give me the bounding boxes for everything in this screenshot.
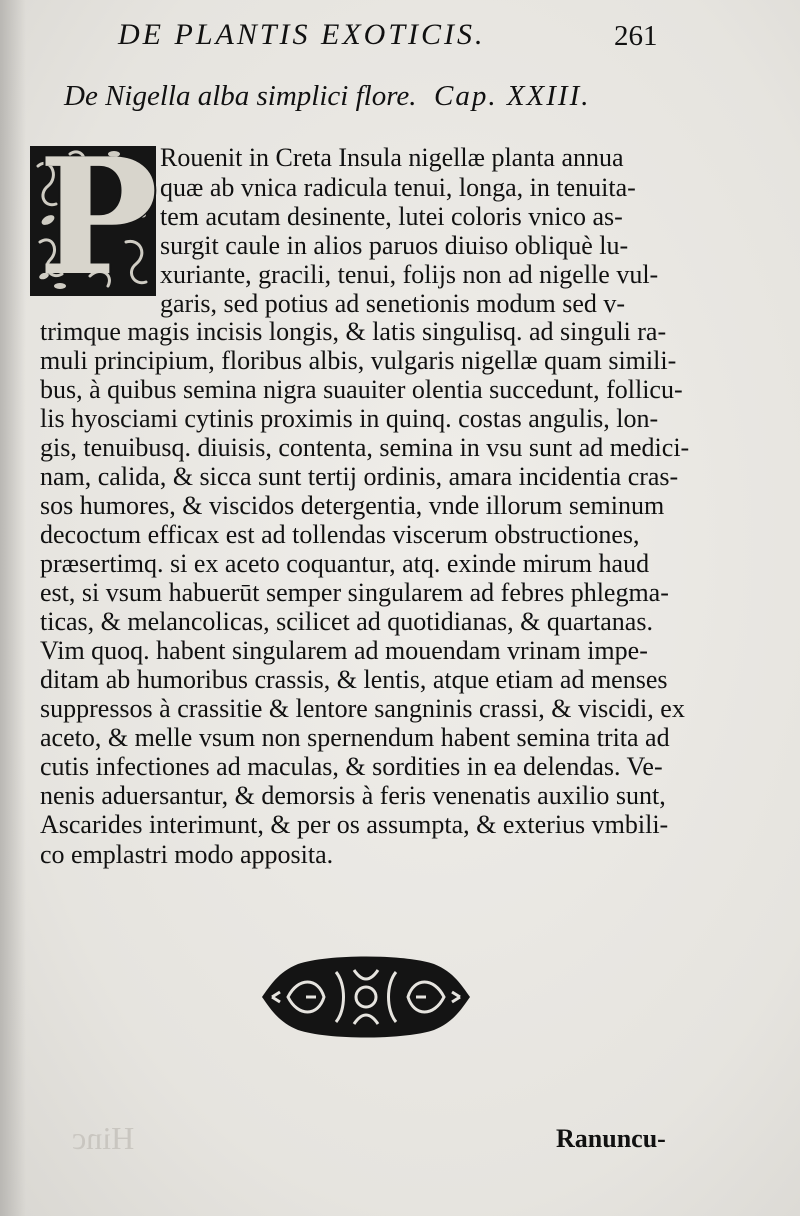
text-line: sos humores, & viscidos detergentia, vnde illorum seminum	[40, 491, 665, 520]
text-line: muli principium, floribus albis, vulgaris nigellæ quam simili-	[40, 346, 677, 375]
running-title: DE PLANTIS EXOTICIS.	[118, 18, 486, 51]
chapter-title: De Nigella alba simplici flore.	[64, 80, 417, 112]
text-line: tem acutam desinente, lutei coloris vnico as-	[160, 202, 623, 231]
chapter-heading	[64, 80, 664, 113]
text-line: nam, calida, & sicca sunt tertij ordinis, amara incidentia cras-	[40, 462, 679, 491]
text-line: Ascarides interimunt, & per os assumpta, & exterius vmbili-	[40, 810, 669, 839]
bleed-through-text: Hinc	[72, 1120, 135, 1156]
page-number: 261	[614, 20, 658, 52]
catchword: Ranuncu-	[556, 1124, 666, 1153]
text-line: gis, tenuibusq. diuisis, contenta, semina in vsu sunt ad medici-	[40, 433, 690, 462]
text-line: co emplastri modo apposita.	[40, 840, 334, 869]
text-line: Rouenit in Creta Insula nigellæ planta annua	[160, 143, 624, 172]
running-head	[0, 14, 800, 58]
text-line: est, si vsum habuerūt semper singularem ad febres phlegma-	[40, 578, 669, 607]
text-line: ticas, & melancolicas, scilicet ad quotidianas, & quartanas.	[40, 607, 653, 636]
text-line: garis, sed potius ad senetionis modum sed v-	[160, 289, 626, 318]
printers-ornament-icon	[258, 952, 474, 1042]
text-line: xuriante, gracili, tenui, folijs non ad nigelle vul-	[160, 260, 659, 289]
drop-cap-letter: P	[38, 123, 159, 311]
text-line: suppressos à crassitie & lentore sangninis crassi, & viscidi, ex	[40, 694, 685, 723]
text-line: aceto, & melle vsum non spernendum habent semina trita ad	[40, 723, 670, 752]
text-line: cutis infectiones ad maculas, & sordities in ea delendas. Ve-	[40, 752, 663, 781]
text-line: lis hyosciami cytinis proximis in quinq. costas angulis, lon-	[40, 404, 659, 433]
text-line: nenis aduersantur, & demorsis à feris venenatis auxilio sunt,	[40, 781, 666, 810]
text-line: præsertimq. si ex aceto coquantur, atq. exinde mirum haud	[40, 549, 650, 578]
text-line: decoctum efficax est ad tollendas viscerum obstructiones,	[40, 520, 640, 549]
text-line: quæ ab vnica radicula tenui, longa, in tenuita-	[160, 173, 636, 202]
text-line: trimque magis incisis longis, & latis singulisq. ad singuli ra-	[40, 317, 667, 346]
text-line: Vim quoq. habent singularem ad mouendam vrinam impe-	[40, 636, 648, 665]
chapter-number: Cap. XXIII.	[434, 80, 591, 112]
gutter-shadow	[0, 0, 26, 1216]
text-line: bus, à quibus semina nigra suauiter olentia succedunt, follicu-	[40, 375, 683, 404]
text-line: surgit caule in alios paruos diuiso obliquè lu-	[160, 231, 629, 260]
text-line: ditam ab humoribus crassis, & lentis, atque etiam ad menses	[40, 665, 668, 694]
decorated-initial	[30, 123, 159, 311]
